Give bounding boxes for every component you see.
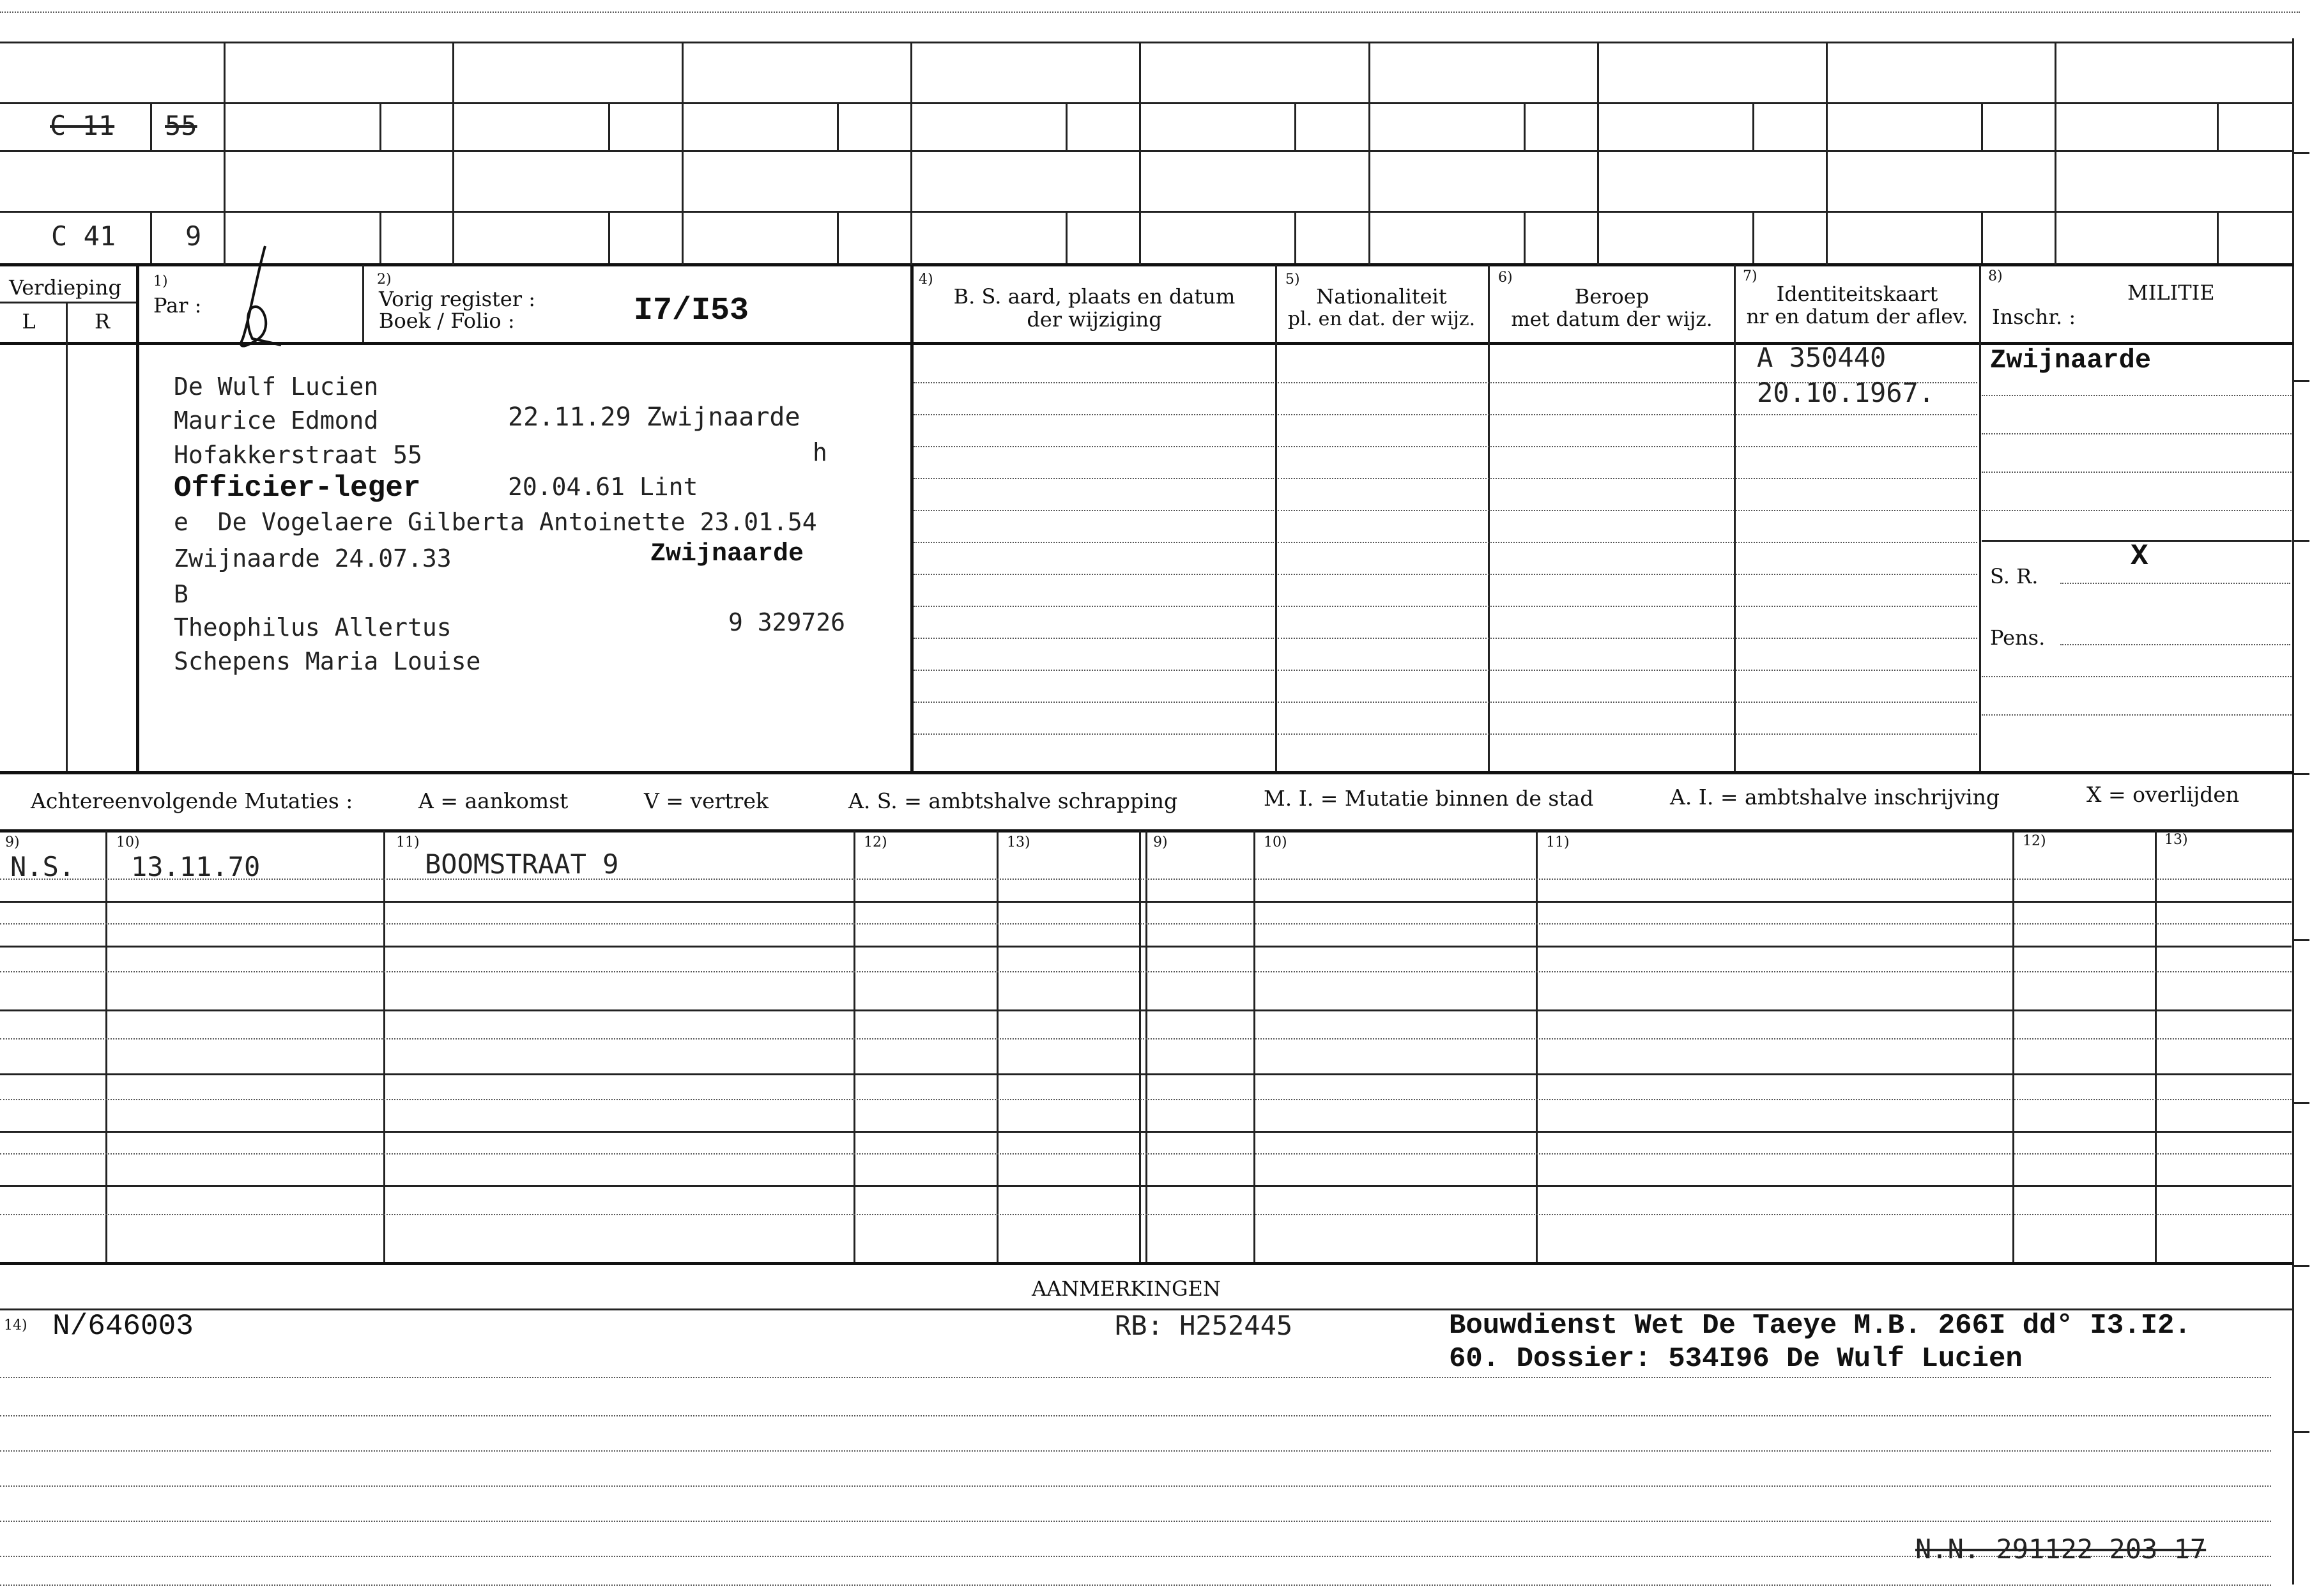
col7-number: 7) xyxy=(1743,268,1757,284)
mutation-address: BOOMSTRAAT 9 xyxy=(425,848,619,880)
vorig-register-label: Vorig register : xyxy=(379,287,536,311)
remarks-bouwdienst-2: 60. Dossier: 534I96 De Wulf Lucien xyxy=(1449,1343,2023,1375)
legend-ai: A. I. = ambtshalve inschrijving xyxy=(1670,785,2000,810)
par-signature xyxy=(211,243,300,371)
card-code: C 41 xyxy=(51,220,116,252)
beroep-header-1: Beroep xyxy=(1574,284,1650,309)
sr-label: S. R. xyxy=(1990,564,2039,588)
mut-col11-left: 11) xyxy=(396,834,420,850)
mut-col9-right: 9) xyxy=(1153,834,1168,850)
mut-col12-right: 12) xyxy=(2023,833,2046,849)
boek-folio-label: Boek / Folio : xyxy=(379,309,515,333)
person-line-4: Officier-leger xyxy=(174,472,421,505)
person-line-8-code: 9 329726 xyxy=(728,608,846,636)
id-header-1: Identiteitskaart xyxy=(1776,282,1938,306)
remarks-nn-code: N/646003 xyxy=(52,1310,194,1343)
legend-title: Achtereenvolgende Mutaties : xyxy=(31,788,353,813)
person-line-3: Hofakkerstraat 55 xyxy=(174,441,422,469)
beroep-header-2: met datum der wijz. xyxy=(1511,308,1713,331)
sr-value: X xyxy=(2131,540,2148,573)
remarks-number: 14) xyxy=(4,1317,27,1333)
person-line-7: B xyxy=(174,580,188,608)
person-place-6: Zwijnaarde xyxy=(650,540,804,569)
nat-header-1: Nationaliteit xyxy=(1316,284,1447,309)
bs-header-2: der wijziging xyxy=(1027,307,1162,332)
person-line-9: Schepens Maria Louise xyxy=(174,647,481,675)
mut-col9-left: 9) xyxy=(5,834,20,850)
top-rule xyxy=(0,42,2293,43)
col8-number: 8) xyxy=(1988,268,2003,284)
national-number: N.N. 291122 203 17 xyxy=(1915,1533,2207,1565)
pens-label: Pens. xyxy=(1990,625,2046,650)
id-card-date: 20.10.1967. xyxy=(1757,377,1935,408)
old-number: 55 xyxy=(165,110,197,141)
id-header-2: nr en datum der aflev. xyxy=(1746,305,1968,328)
remarks-rb: RB: H252445 xyxy=(1115,1310,1293,1341)
person-line-6: Zwijnaarde 24.07.33 xyxy=(174,544,452,572)
person-line-1: De Wulf Lucien xyxy=(174,372,379,401)
militie-inschr-value: Zwijnaarde xyxy=(1990,345,2152,376)
legend-mi: M. I. = Mutatie binnen de stad xyxy=(1264,786,1594,811)
right-edge xyxy=(2292,38,2294,1584)
col2-number: 2) xyxy=(377,272,392,288)
militie-label: MILITIE xyxy=(2127,280,2215,305)
verdieping-label: Verdieping xyxy=(9,275,121,300)
legend-as: A. S. = ambtshalve schrapping xyxy=(848,788,1178,813)
mut-col10-left: 10) xyxy=(116,834,140,850)
inschr-label: Inschr. : xyxy=(1992,305,2076,329)
remarks-bouwdienst-1: Bouwdienst Wet De Taeye M.B. 266I dd° I3.I2. xyxy=(1449,1310,2191,1342)
top-edge xyxy=(0,12,2300,13)
mut-col12-left: 12) xyxy=(864,834,887,850)
body-bottom-rule xyxy=(0,771,2293,774)
col1-number: 1) xyxy=(153,273,168,289)
person-h: h xyxy=(813,438,827,466)
col5-number: 5) xyxy=(1285,272,1300,288)
l-label: L xyxy=(22,309,36,334)
person-line-8: Theophilus Allertus xyxy=(174,613,452,641)
legend-a: A = aankomst xyxy=(418,788,569,813)
mutation-code: N.S. xyxy=(10,851,75,882)
person-line-5: e De Vogelaere Gilberta Antoinette 23.01.54 xyxy=(174,508,817,536)
par-label: Par : xyxy=(153,293,202,318)
mutation-date: 13.11.70 xyxy=(131,851,261,882)
nat-header-2: pl. en dat. der wijz. xyxy=(1287,308,1476,330)
remarks-title: AANMERKINGEN xyxy=(1032,1277,1221,1301)
mut-col11-right: 11) xyxy=(1546,834,1570,850)
legend-x: X = overlijden xyxy=(2086,782,2240,807)
r-label: R xyxy=(94,309,111,334)
mut-col10-right: 10) xyxy=(1264,834,1287,850)
register-value: I7/I53 xyxy=(634,293,749,329)
id-card-number: A 350440 xyxy=(1757,342,1887,373)
legend-v: V = vertrek xyxy=(644,788,769,813)
col4-number: 4) xyxy=(919,272,933,288)
col6-number: 6) xyxy=(1498,270,1513,286)
old-code: C 11 xyxy=(50,110,115,141)
card-number: 9 xyxy=(185,220,202,252)
person-date-4: 20.04.61 Lint xyxy=(508,473,698,501)
bs-header-1: B. S. aard, plaats en datum xyxy=(953,284,1236,309)
mut-col13-left: 13) xyxy=(1007,834,1030,850)
person-line-2: Maurice Edmond xyxy=(174,406,379,434)
mut-col13-right: 13) xyxy=(2164,832,2188,848)
person-birth: 22.11.29 Zwijnaarde xyxy=(508,403,800,432)
